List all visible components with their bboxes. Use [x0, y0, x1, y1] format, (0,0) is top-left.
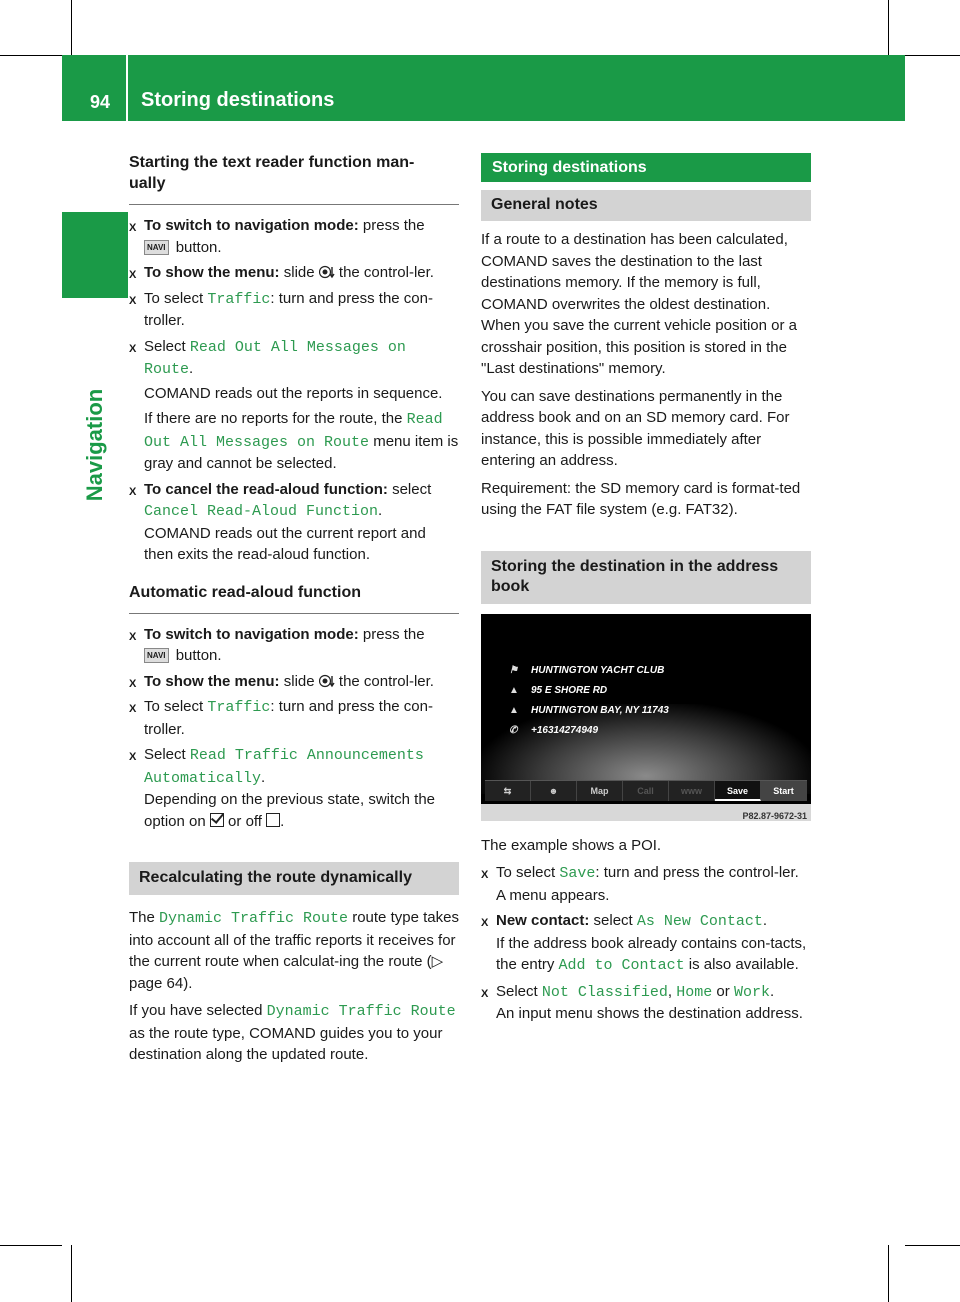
person-icon[interactable]: ☻ [531, 781, 577, 801]
step-arrow-icon: X [129, 630, 137, 643]
crop-mark [0, 55, 62, 56]
section-title: Storing destinations [481, 153, 811, 182]
crop-mark [888, 1245, 889, 1302]
menu-save[interactable]: Save [715, 781, 761, 801]
back-icon[interactable]: ⇆ [485, 781, 531, 801]
section-tab [62, 212, 128, 298]
heading-rule [129, 204, 459, 205]
step-arrow-icon: X [481, 869, 489, 881]
header-divider [126, 55, 128, 121]
image-reference: P82.87-9672-31 [481, 804, 811, 821]
step-arrow-icon: X [129, 342, 137, 355]
crop-mark [71, 0, 72, 56]
step-arrow-icon: X [129, 703, 137, 715]
navi-button-icon: NAVI [144, 648, 169, 663]
step-arrow-icon: X [481, 987, 489, 1000]
checkbox-checked-icon [210, 813, 224, 827]
step-arrow-icon: X [129, 751, 137, 763]
crop-mark [905, 1245, 960, 1246]
phone-icon: ✆ [509, 724, 518, 736]
poi-row: ⚑ HUNTINGTON YACHT CLUB [509, 660, 664, 682]
controller-slide-down-icon [319, 674, 335, 688]
general-paragraph: If a route to a destination has been calculated, COMAND saves the destination to the last destinations memory. If the memory is full, COMAND overwrites the oldest destination. When you save the current vehicle position or a crosshair position, this position is stored in the "Last destinations" memory. [481, 231, 798, 377]
auto-heading: Automatic read-aloud function [129, 583, 361, 601]
menu-start[interactable]: Start [761, 781, 807, 801]
heading-rule [129, 613, 459, 614]
crop-mark [0, 1245, 62, 1246]
step-arrow-icon: X [481, 917, 489, 929]
step-arrow-icon: X [129, 269, 137, 281]
list-item: X To switch to navigation mode: press the NAVI button. [129, 625, 425, 664]
general-paragraph: You can save destinations permanently in the address book and on an SD memory card. For instance, this is possible immediately after entering an address. [481, 387, 790, 469]
left-column [129, 152, 459, 1072]
list-item: X To select Traffic: turn and press the con-troller. [129, 289, 433, 329]
page-title: Storing destinations [141, 89, 335, 111]
crop-mark [888, 0, 889, 56]
street-icon: ▲ [509, 684, 519, 696]
list-item: X To switch to navigation mode: press the NAVI button. [129, 217, 425, 256]
step-arrow-icon: X [129, 485, 137, 498]
step-arrow-icon: X [129, 222, 137, 234]
list-item: X To select Save: turn and press the control-ler. A menu appears. [481, 864, 799, 904]
right-column [481, 153, 811, 1029]
screen-menu-bar [485, 780, 807, 801]
menu-map[interactable]: Map [577, 781, 623, 801]
poi-row: ▲ HUNTINGTON BAY, NY 11743 [509, 700, 669, 722]
crop-mark [905, 55, 960, 56]
list-item: X To select Traffic: turn and press the con-troller. [129, 698, 433, 738]
poi-flag-icon: ⚑ [509, 664, 518, 676]
poi-row: ▲ 95 E SHORE RD [509, 680, 607, 702]
controller-slide-down-icon [319, 265, 335, 279]
general-heading: General notes [481, 190, 811, 221]
list-item: X Select Read Out All Messages on Route. COMAND reads out the reports in sequence. If there are no reports for the route, the Read Out All Messages on Route menu item is gray and cannot be selected. [129, 337, 459, 472]
poi-row: ✆ +16314274949 [509, 720, 598, 742]
poi-screenshot [481, 614, 811, 821]
city-icon: ▲ [509, 704, 519, 716]
recalc-paragraph: The Dynamic Traffic Route route type takes into account all of the traffic reports it receives for the current route when calculat-ing the route (▷ page 64). [129, 909, 459, 992]
menu-call[interactable]: Call [623, 781, 669, 801]
crop-mark [71, 1245, 72, 1302]
list-item: X To cancel the read-aloud function: select Cancel Read-Aloud Function. COMAND reads out the current report and then exits the read-aloud function. [129, 480, 432, 563]
list-item: X New contact: select As New Contact. If the address book already contains con-tacts, the entry Add to Contact is also available. [481, 912, 807, 974]
recalc-heading: Recalculating the route dynamically [129, 862, 459, 895]
step-arrow-icon: X [129, 294, 137, 307]
list-item: X Select Not Classified, Home or Work. An input menu shows the destination address. [481, 982, 803, 1022]
navi-button-icon: NAVI [144, 240, 169, 255]
step-arrow-icon: X [129, 677, 137, 690]
manual-heading: Starting the text reader function man-ually [129, 154, 415, 192]
list-item: X To show the menu: slide the control-ler. [129, 671, 459, 693]
page-number: 94 [90, 92, 111, 112]
recalc-paragraph: If you have selected Dynamic Traffic Route as the route type, COMAND guides you to your destination along the updated route. [129, 1002, 456, 1063]
list-item: X To show the menu: slide the control-ler. [129, 262, 459, 284]
address-book-heading: Storing the destination in the address book [481, 551, 811, 604]
general-paragraph: Requirement: the SD memory card is format-ted using the FAT file system (e.g. FAT32). [481, 479, 801, 518]
section-label: Navigation [82, 388, 107, 502]
list-item: X Select Read Traffic Announcements Automatically. Depending on the previous state, switch the option on or off . [129, 746, 436, 830]
example-caption: The example shows a POI. [481, 836, 662, 854]
checkbox-unchecked-icon [266, 813, 280, 827]
menu-www[interactable]: www [669, 781, 715, 801]
